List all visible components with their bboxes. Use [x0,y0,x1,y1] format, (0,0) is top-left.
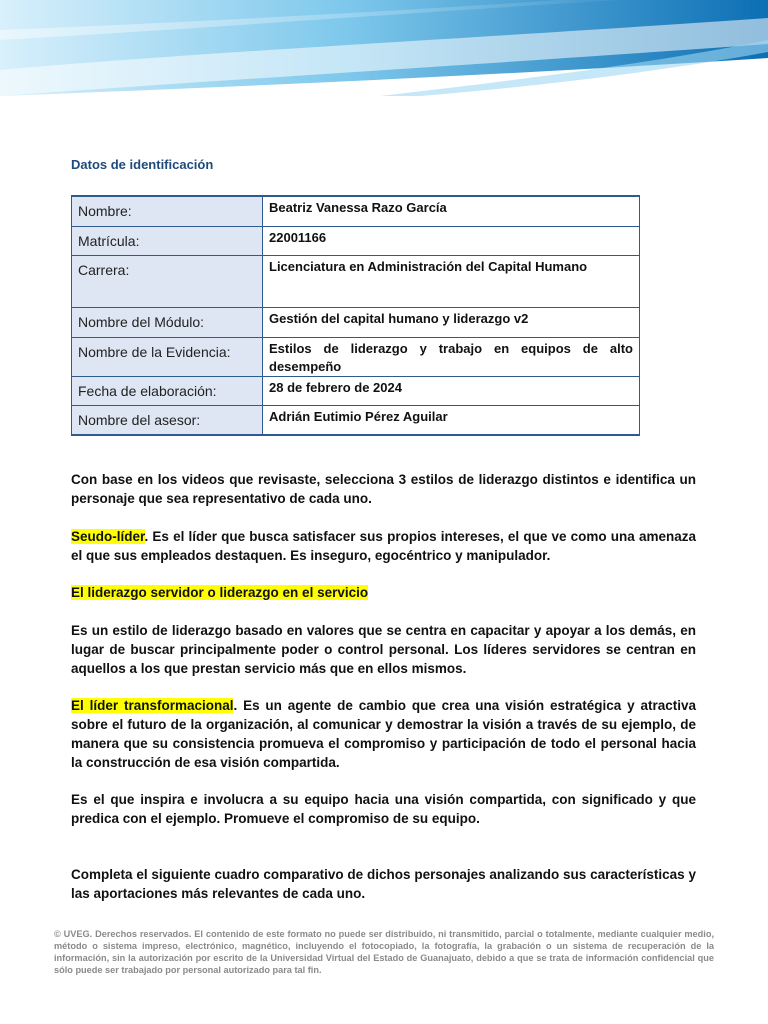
servant-leadership-paragraph: Es un estilo de liderazgo basado en valores que se centra en capacitar y apoyar a los demás, en lugar de buscar principalmente poder o control personal. Los líderes servidores se centran en aquellos a los que prestan servicio más que en ellos mismos. [71,623,696,676]
row-label: Nombre del Módulo: [72,307,263,337]
transformational-leader-paragraph [71,696,696,772]
pseudo-leader-paragraph [71,527,696,565]
row-value: 28 de febrero de 2024 [263,376,640,405]
instruction-paragraph: Completa el siguiente cuadro comparativo de dichos personajes analizando sus características y las aportaciones más relevantes de cada uno. [71,867,696,901]
section-title: Datos de identificación [71,157,214,172]
table-row [72,226,640,255]
table-row [72,376,640,405]
row-value: Licenciatura en Administración del Capital Humano [263,255,640,307]
row-label: Nombre de la Evidencia: [72,337,263,376]
row-value: Beatriz Vanessa Razo García [263,196,640,226]
row-value: Adrián Eutimio Pérez Aguilar [263,405,640,435]
table-row [72,196,640,226]
inspiration-paragraph: Es el que inspira e involucra a su equipo hacia una visión compartida, con significado y que predica con el ejemplo. Promueve el compromiso de su equipo. [71,792,696,826]
pseudo-leader-text: . Es el líder que busca satisfacer sus propios intereses, el que ve como una amenaza el que sus empleados destaquen. Es inseguro, egocéntrico y manipulador. [71,529,696,563]
table-row [72,255,640,307]
identification-table [71,195,640,436]
transformational-leader-highlight: El líder transformacional [71,698,234,713]
row-value: Gestión del capital humano y liderazgo v2 [263,307,640,337]
row-value: Estilos de liderazgo y trabajo en equipos de alto desempeño [263,337,640,376]
intro-paragraph: Con base en los videos que revisaste, selecciona 3 estilos de liderazgo distintos e identifica un personaje que sea representativo de cada uno. [71,472,696,506]
row-label: Nombre del asesor: [72,405,263,435]
transformational-leader-text: . Es un agente de cambio que crea una visión estratégica y atractiva sobre el futuro de la organización, al comunicar y demostrar la visión a través de su ejemplo, de manera que su consistencia promueva el compromiso y participación de todo el personal hacia la construcción de esa visión compartida. [71,698,697,770]
servant-leadership-highlight: El liderazgo servidor o liderazgo en el servicio [71,585,369,600]
table-row [72,307,640,337]
row-label: Fecha de elaboración: [72,376,263,405]
table-row [72,405,640,435]
row-label: Nombre: [72,196,263,226]
pseudo-leader-highlight: Seudo-líder [71,529,145,544]
row-label: Carrera: [72,255,263,307]
servant-leadership-heading [71,583,696,602]
copyright-footer: © UVEG. Derechos reservados. El contenido de este formato no puede ser distribuido, ni transmitido, parcial o totalmente, mediante cualquier medio, método o sistema impreso, electrónico, magnético, incluyendo el fotocopiado, la fotografía, la grabación o un sistema de recuperación de la información, sin la autorización por escrito de la Universidad Virtual del Estado de Guanajuato, debido a que se trata de información confidencial que sólo puede ser trabajado por personal autorizado para tal fin. [54,929,714,975]
table-row [72,337,640,376]
header-banner [0,0,768,96]
row-label: Matrícula: [72,226,263,255]
row-value: 22001166 [263,226,640,255]
